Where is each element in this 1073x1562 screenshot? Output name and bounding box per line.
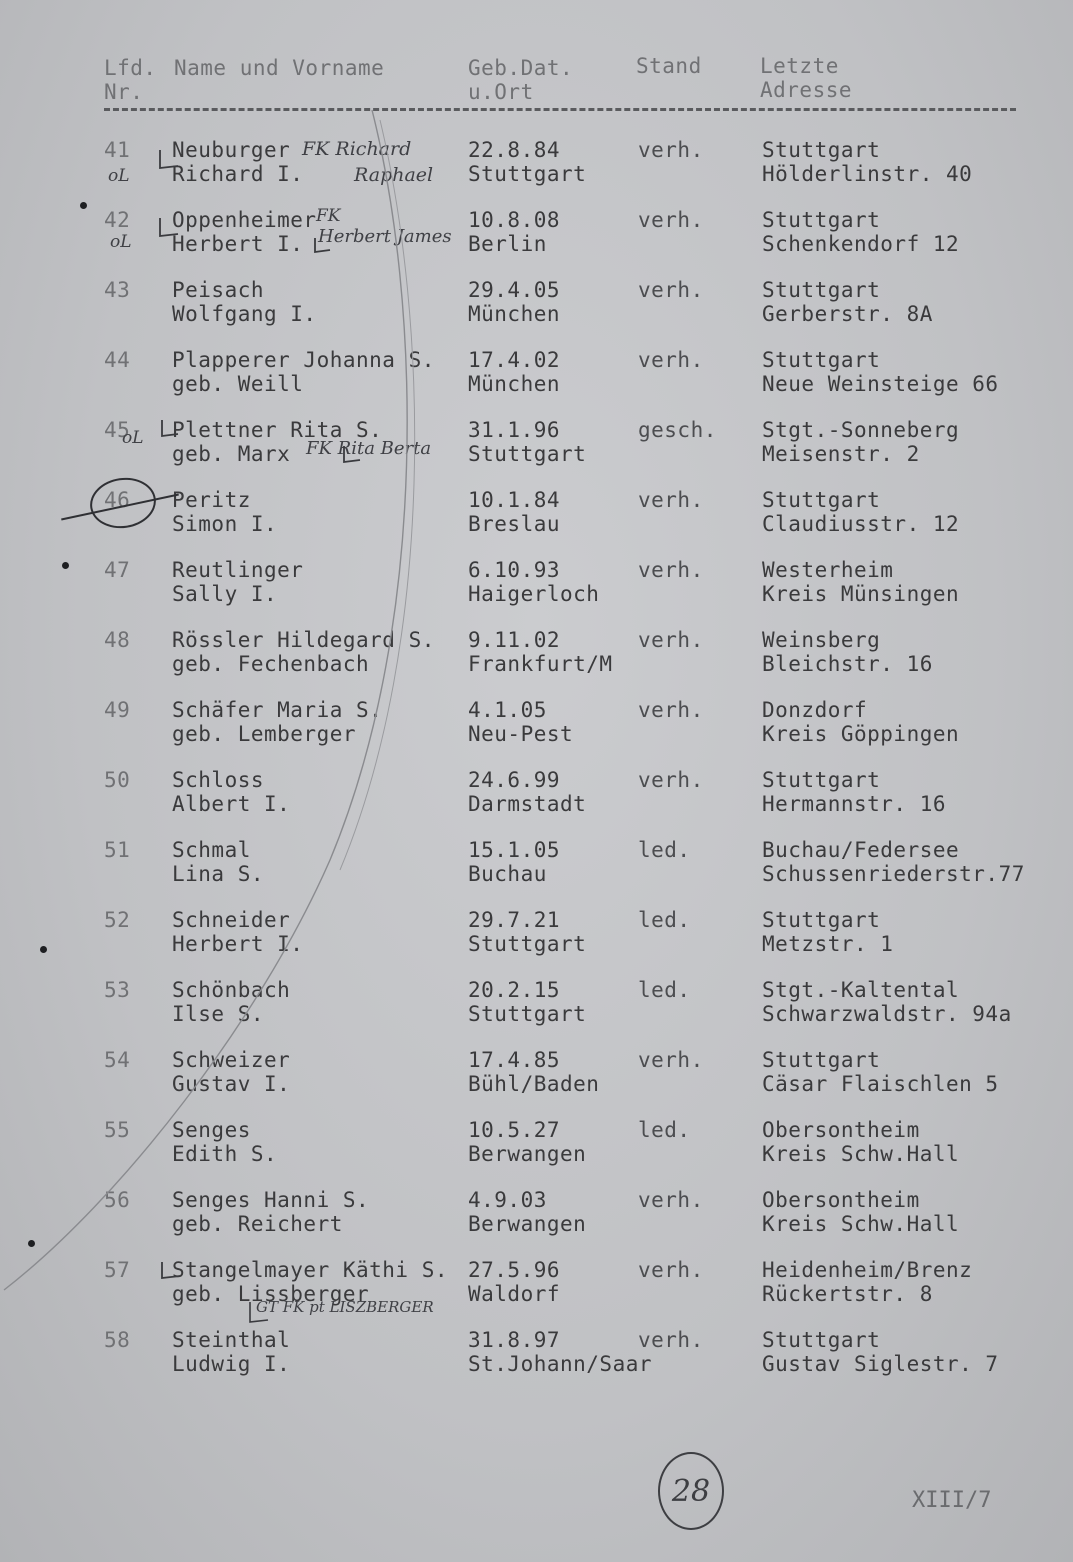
birth-date-place: 29.7.21 Stuttgart: [468, 908, 587, 956]
last-address: Obersontheim Kreis Schw.Hall: [762, 1118, 960, 1166]
row-number: 55: [104, 1118, 131, 1142]
row-number: 50: [104, 768, 131, 792]
person-name: Plapperer Johanna S. geb. Weill: [172, 348, 435, 396]
header-name: Name und Vorname: [174, 56, 385, 80]
margin-dot: [28, 1240, 35, 1247]
birth-date-place: 9.11.02 Frankfurt/M: [468, 628, 613, 676]
person-name: Peritz Simon I.: [172, 488, 278, 536]
last-address: Stgt.-Kaltental Schwarzwaldstr. 94a: [762, 978, 1012, 1026]
marital-status: led.: [638, 978, 691, 1002]
annotation-41-top: FK Richard: [302, 138, 412, 160]
birth-date-place: 24.6.99 Darmstadt: [468, 768, 587, 816]
birth-date-place: 4.9.03 Berwangen: [468, 1188, 587, 1236]
annotation-41-mark: oL: [108, 166, 130, 186]
header-nr: Lfd. Nr.: [104, 56, 157, 104]
last-address: Stuttgart Cäsar Flaischlen 5: [762, 1048, 999, 1096]
header-adresse: Letzte Adresse: [760, 54, 853, 102]
marital-status: led.: [638, 838, 691, 862]
marital-status: led.: [638, 908, 691, 932]
person-name: Senges Hanni S. geb. Reichert: [172, 1188, 370, 1236]
last-address: Stuttgart Hölderlinstr. 40: [762, 138, 973, 186]
birth-date-place: 6.10.93 Haigerloch: [468, 558, 600, 606]
row-number: 48: [104, 628, 131, 652]
birth-date-place: 22.8.84 Stuttgart: [468, 138, 587, 186]
birth-date-place: 10.5.27 Berwangen: [468, 1118, 587, 1166]
last-address: Stuttgart Schenkendorf 12: [762, 208, 960, 256]
person-name: Schönbach Ilse S.: [172, 978, 291, 1026]
document-reference: XIII/7: [912, 1488, 992, 1513]
last-address: Donzdorf Kreis Göppingen: [762, 698, 960, 746]
marital-status: verh.: [638, 558, 704, 582]
row-number: 58: [104, 1328, 131, 1352]
last-address: Stuttgart Neue Weinsteige 66: [762, 348, 999, 396]
annotation-57-note: GT FK pt LISZBERGER: [256, 1298, 434, 1316]
row-number: 57: [104, 1258, 131, 1282]
last-address: Stuttgart Claudiusstr. 12: [762, 488, 960, 536]
birth-date-place: 31.8.97 St.Johann/Saar: [468, 1328, 653, 1376]
person-name: Reutlinger Sally I.: [172, 558, 304, 606]
row-number: 56: [104, 1188, 131, 1212]
header-geb: Geb.Dat. u.Ort: [468, 56, 574, 104]
annotation-42-mark: oL: [110, 232, 132, 252]
person-name: Schäfer Maria S. geb. Lemberger: [172, 698, 383, 746]
marital-status: verh.: [638, 768, 704, 792]
row-number: 41: [104, 138, 131, 162]
row-number: 44: [104, 348, 131, 372]
row-number: 52: [104, 908, 131, 932]
person-name: Schloss Albert I.: [172, 768, 291, 816]
person-name: Oppenheimer Herbert I.: [172, 208, 317, 256]
marital-status: verh.: [638, 628, 704, 652]
person-name: Neuburger Richard I.: [172, 138, 304, 186]
person-name: Steinthal Ludwig I.: [172, 1328, 291, 1376]
person-name: Schweizer Gustav I.: [172, 1048, 291, 1096]
last-address: Weinsberg Bleichstr. 16: [762, 628, 933, 676]
last-address: Westerheim Kreis Münsingen: [762, 558, 960, 606]
birth-date-place: 10.8.08 Berlin: [468, 208, 561, 256]
marital-status: verh.: [638, 208, 704, 232]
last-address: Obersontheim Kreis Schw.Hall: [762, 1188, 960, 1236]
last-address: Buchau/Federsee Schussenriederstr.77: [762, 838, 1025, 886]
marital-status: verh.: [638, 1048, 704, 1072]
marital-status: verh.: [638, 1258, 704, 1282]
marital-status: verh.: [638, 488, 704, 512]
page-number: 28: [658, 1452, 724, 1530]
row-number: 45: [104, 418, 131, 442]
person-name: Schmal Lina S.: [172, 838, 265, 886]
row-number: 51: [104, 838, 131, 862]
marital-status: verh.: [638, 1328, 704, 1352]
marital-status: gesch.: [638, 418, 717, 442]
last-address: Stuttgart Gustav Siglestr. 7: [762, 1328, 999, 1376]
last-address: Stuttgart Metzstr. 1: [762, 908, 894, 956]
person-name: Rössler Hildegard S. geb. Fechenbach: [172, 628, 435, 676]
row-number: 53: [104, 978, 131, 1002]
birth-date-place: 29.4.05 München: [468, 278, 561, 326]
row-number: 49: [104, 698, 131, 722]
person-name: Schneider Herbert I.: [172, 908, 304, 956]
birth-date-place: 17.4.02 München: [468, 348, 561, 396]
marital-status: verh.: [638, 348, 704, 372]
person-name: Senges Edith S.: [172, 1118, 278, 1166]
birth-date-place: 31.1.96 Stuttgart: [468, 418, 587, 466]
row-number: 42: [104, 208, 131, 232]
annotation-41-bottom: Raphael: [354, 164, 434, 186]
last-address: Stuttgart Hermannstr. 16: [762, 768, 947, 816]
marital-status: verh.: [638, 1188, 704, 1212]
person-name: Peisach Wolfgang I.: [172, 278, 317, 326]
last-address: Heidenheim/Brenz Rückertstr. 8: [762, 1258, 973, 1306]
row-number: 43: [104, 278, 131, 302]
last-address: Stuttgart Gerberstr. 8A: [762, 278, 933, 326]
marital-status: verh.: [638, 698, 704, 722]
row-number: 46: [104, 488, 131, 512]
marital-status: verh.: [638, 278, 704, 302]
marital-status: verh.: [638, 138, 704, 162]
birth-date-place: 15.1.05 Buchau: [468, 838, 561, 886]
annotation-45-note: FK Rita Berta: [306, 438, 432, 459]
birth-date-place: 20.2.15 Stuttgart: [468, 978, 587, 1026]
row-number: 47: [104, 558, 131, 582]
last-address: Stgt.-Sonneberg Meisenstr. 2: [762, 418, 960, 466]
margin-dot: [80, 202, 87, 209]
birth-date-place: 10.1.84 Breslau: [468, 488, 561, 536]
person-name: Plettner Rita S. geb. Marx: [172, 418, 383, 466]
person-name: Stangelmayer Käthi S. geb. Lissberger: [172, 1258, 449, 1306]
header-stand: Stand: [636, 54, 702, 78]
marital-status: led.: [638, 1118, 691, 1142]
annotation-42-top: FK: [316, 206, 341, 226]
margin-dot: [62, 562, 69, 569]
annotation-45-mark: oL: [122, 428, 144, 448]
margin-dot: [40, 946, 47, 953]
annotation-42-bottom: Herbert James: [318, 226, 452, 247]
row-number: 54: [104, 1048, 131, 1072]
birth-date-place: 17.4.85 Bühl/Baden: [468, 1048, 600, 1096]
birth-date-place: 4.1.05 Neu-Pest: [468, 698, 574, 746]
birth-date-place: 27.5.96 Waldorf: [468, 1258, 561, 1306]
